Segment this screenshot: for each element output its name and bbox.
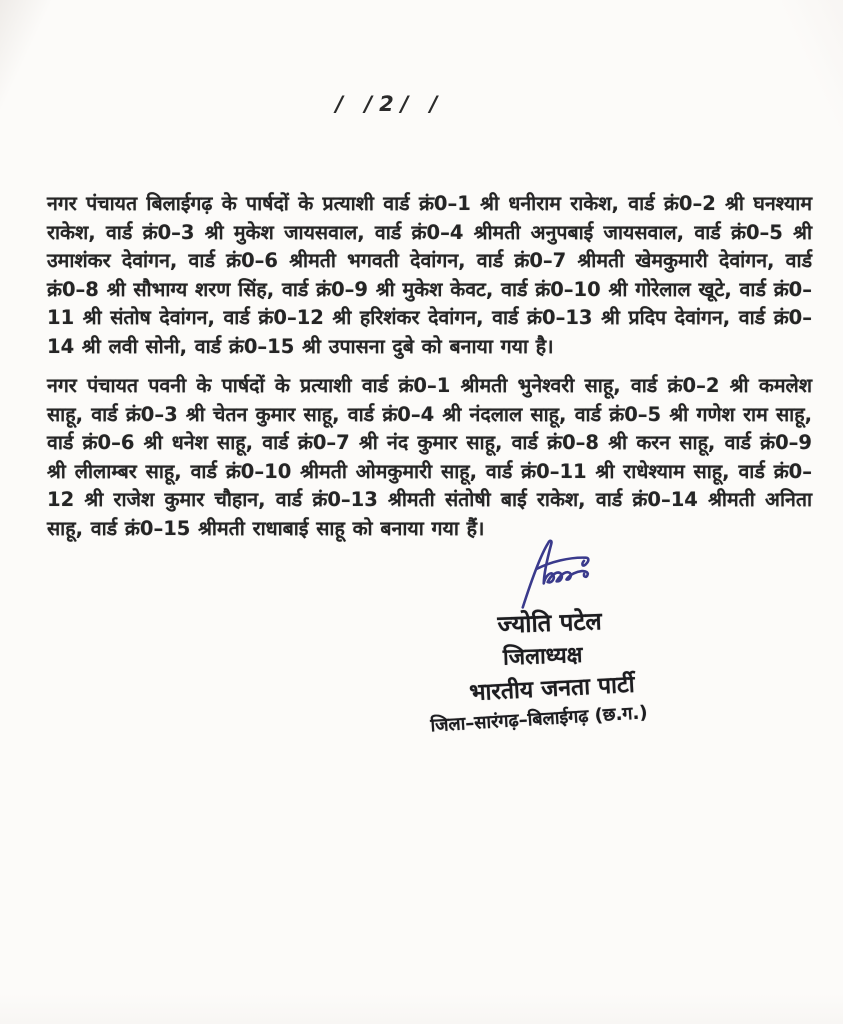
signer-party: भारतीय जनता पार्टी — [468, 671, 636, 707]
signer-district: जिला–सारंगढ़–बिलाईगढ़ (छ.ग.) — [429, 702, 649, 737]
signer-title: जिलाध्यक्ष — [502, 642, 583, 671]
signature-block — [397, 533, 704, 735]
signature-ink-scribble — [505, 533, 607, 611]
signer-name: ज्योति पटेल — [497, 607, 603, 639]
page-number: / /2/ / — [335, 92, 445, 116]
paragraph-bilaigarh-candidates: नगर पंचायत बिलाईगढ़ के पार्षदों के प्रत्याशी वार्ड क्रं0–1 श्री धनीराम राकेश, वार्ड क्रं0–2 श्री घनश्याम राकेश, वार्ड क्रं0–3 श्री मुकेश जायसवाल, वार्ड क्रं0–4 श्रीमती अनुपबाई जायसवाल, वार्ड क्रं0–5 श्री उमाशंकर देवांगन, वार्ड क्रं0–6 श्रीमती भगवती देवांगन, वार्ड क्रं0–7 श्रीमती खेमकुमारी देवांगन, वार्ड क्रं0–8 श्री सौभाग्य शरण सिंह, वार्ड क्रं0–9 श्री मुकेश केवट, वार्ड क्रं0–10 श्री गोरेलाल खूटे, वार्ड क्रं0–11 श्री संतोष देवांगन, वार्ड क्रं0–12 श्री हरिशंकर देवांगन, वार्ड क्रं0–13 श्री प्रदिप देवांगन, वार्ड क्रं0–14 श्री लवी सोनी, वार्ड क्रं0–15 श्री उपासना दुबे को बनाया गया है। — [47, 192, 812, 358]
signature-strokes — [517, 538, 592, 608]
paragraph-pawani-candidates: नगर पंचायत पवनी के पार्षदों के प्रत्याशी वार्ड क्रं0–1 श्रीमती भुनेश्वरी साहू, वार्ड क्रं0–2 श्री कमलेश साहू, वार्ड क्रं0–3 श्री चेतन कुमार साहू, वार्ड क्रं0–4 श्री नंदलाल साहू, वार्ड क्रं0–5 श्री गणेश राम साहू, वार्ड क्रं0–6 श्री धनेश साहू, वार्ड क्रं0–7 श्री नंद कुमार साहू, वार्ड क्रं0–8 श्री करन साहू, वार्ड क्रं0–9 श्री लीलाम्बर साहू, वार्ड क्रं0–10 श्रीमती ओमकुमारी साहू, वार्ड क्रं0–11 श्री राधेश्याम साहू, वार्ड क्रं0–12 श्री राजेश कुमार चौहान, वार्ड क्रं0–13 श्रीमती संतोषी बाई राकेश, वार्ड क्रं0–14 श्रीमती अनिता साहू, वार्ड क्रं0–15 श्रीमती राधाबाई साहू को बनाया गया हैं। — [47, 374, 812, 540]
